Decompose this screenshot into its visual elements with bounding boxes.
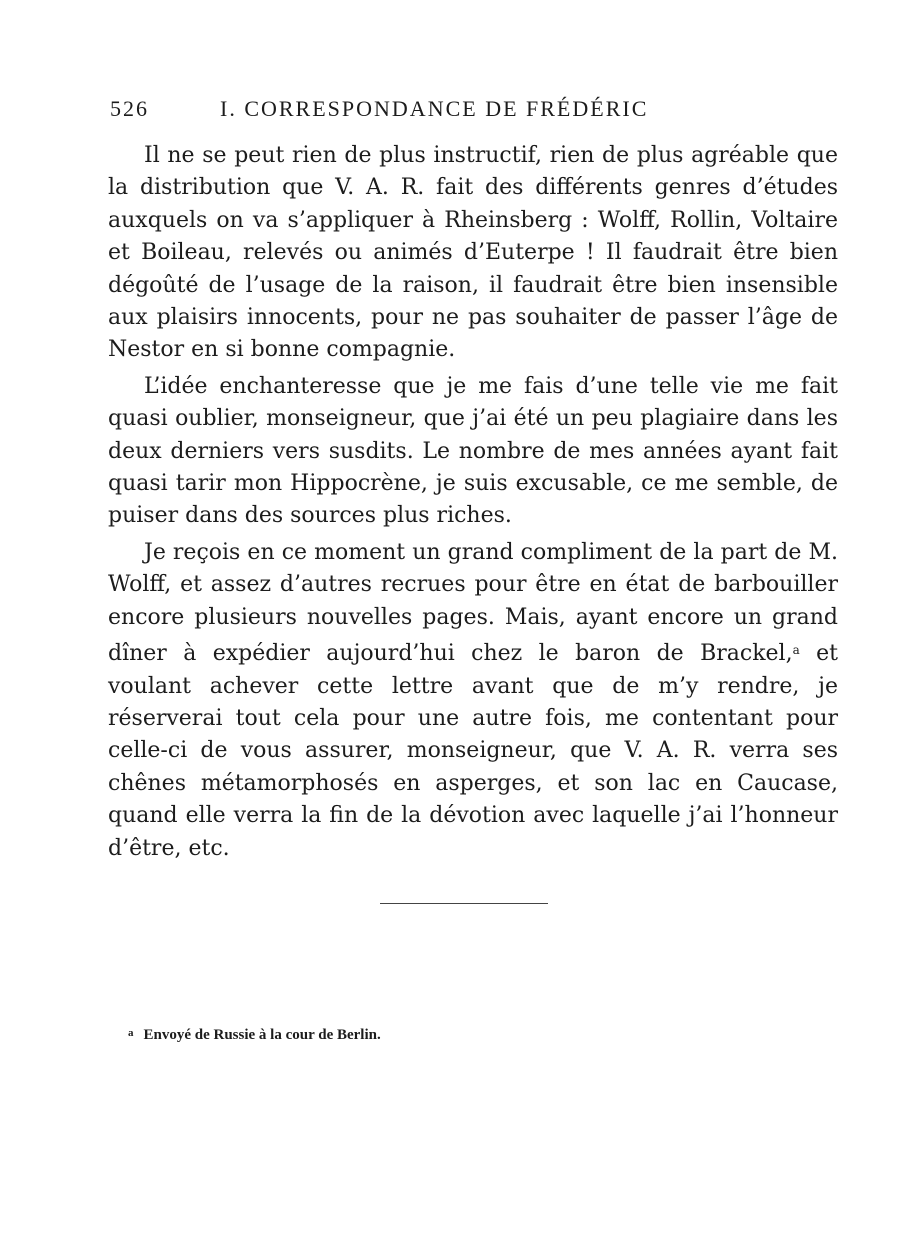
paragraph-3 [108,537,838,865]
footnote [128,1022,828,1046]
paragraph-1: Il ne se peut rien de plus instructif, rien de plus agréable que la distribution que V. A. R. fait des différents genres d’études auxquels on va s’appliquer à Rheinsberg : Wolff, Rollin, Voltaire et Boileau, relevés ou animés d’Euterpe ! Il faudrait être bien dégoûté de l’usage de la raison, il faudrait être bien insensible aux plaisirs innocents, pour ne pas souhaiter de passer l’âge de Nestor en si bonne compagnie. [108,143,838,363]
running-header [110,96,850,132]
letter-body [108,140,838,869]
footnote-divider [380,903,548,904]
footnote-reference: a [792,643,800,658]
footnote-text: Envoyé de Russie à la cour de Berlin. [143,1027,381,1043]
paragraph-2: L’idée enchanteresse que je me fais d’une telle vie me fait quasi oublier, monseigneur, que j’ai été un peu plagiaire dans les deux derniers vers susdits. Le nombre de mes années ayant fait quasi tarir mon Hippocrène, je suis excusable, ce me semble, de puiser dans des sources plus riches. [108,373,838,529]
page-number: 526 [110,96,149,121]
paragraph-3-part-1: Je reçois en ce moment un grand compliment de la part de M. Wolff, et assez d’autres recrues pour être en état de barbouiller encore plusieurs nouvelles pages. Mais, ayant encore un grand dîner à expédier aujourd’hui chez le baron de Brackel, [108,539,838,667]
footnote-mark: a [128,1027,134,1039]
paragraph-3-part-2: et voulant achever cette lettre avant que de m’y rendre, je réserverai tout cela pour une autre fois, me contentant pour celle-ci de vous assurer, monseigneur, que V. A. R. verra ses chênes métamorphosés en asperges, et son lac en Caucase, quand elle verra la fin de la dévotion avec laquelle j’ai l’honneur d’être, etc. [108,641,838,861]
running-title: I. CORRESPONDANCE DE FRÉDÉRIC [220,96,649,121]
